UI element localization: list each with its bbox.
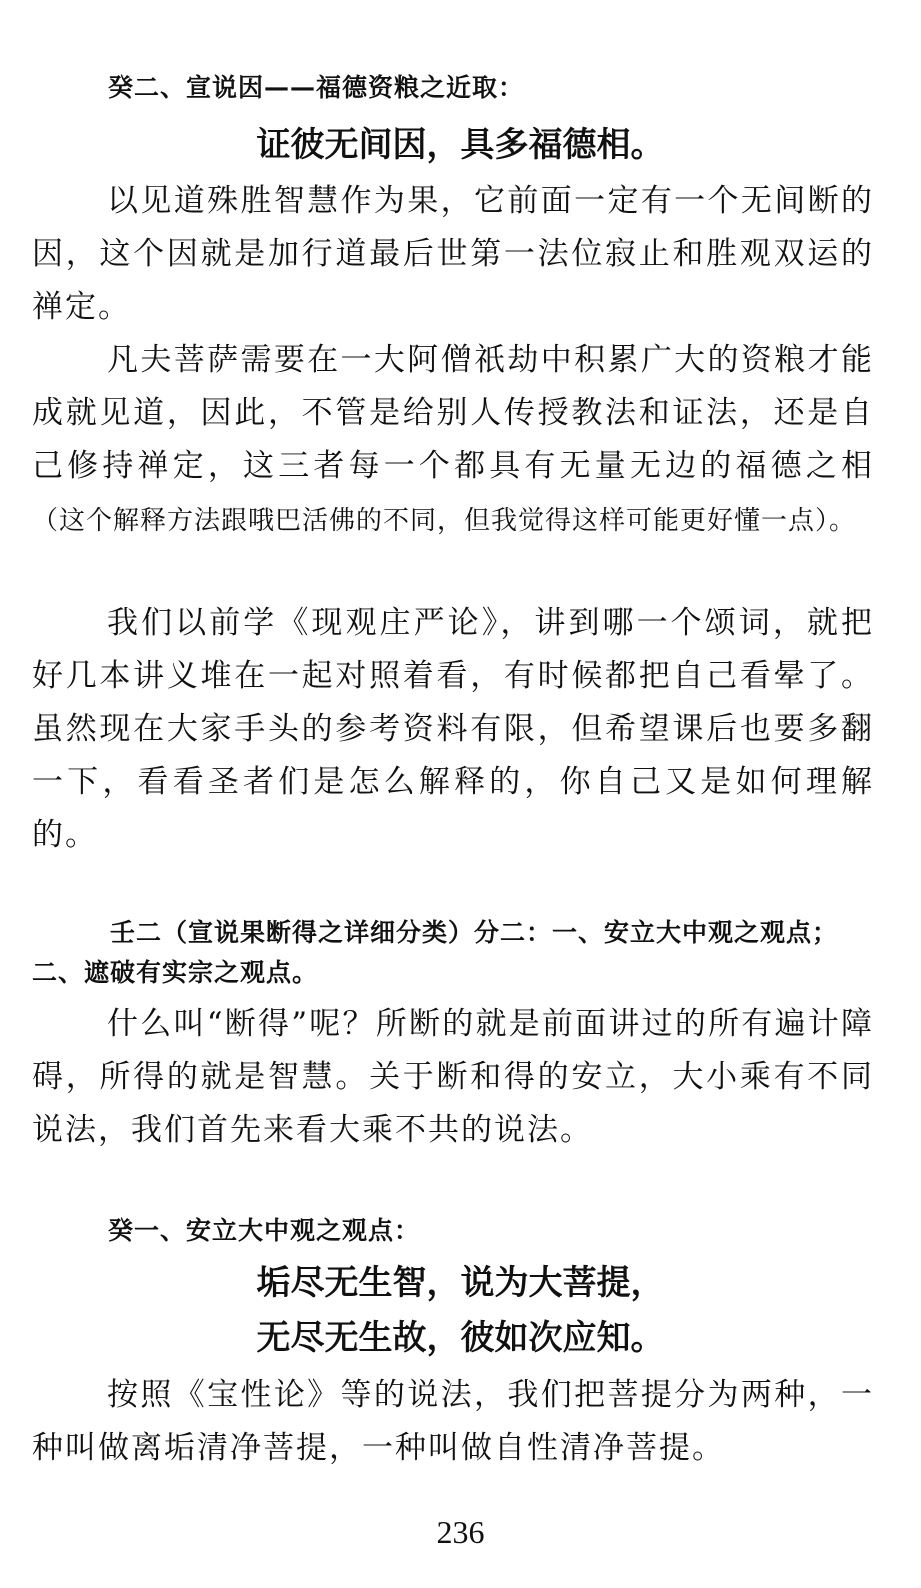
paragraph-4: 什么叫“断得”呢？所断的就是前面讲过的所有遍计障碍，所得的就是智慧。关于断和得的安立，大小乘有不同说法，我们首先来看大乘不共的说法。 (32, 1006, 874, 1148)
section-heading-great-madhyamaka: 癸一、安立大中观之观点： (108, 1216, 421, 1245)
page-number: 236 (436, 1514, 485, 1550)
paragraph-2-note: （这个解释方法跟哦巴活佛的不同，但我觉得这样可能更好懂一点）。 (32, 506, 857, 536)
verse-line-1: 证彼无间因，具多福德相。 (256, 125, 665, 165)
section-heading-cause: 癸二、宣说因——福德资粮之近取： (108, 73, 525, 102)
paragraph-2 (32, 334, 874, 548)
section-heading-result: 壬二（宣说果断得之详细分类）分二：一、安立大中观之观点；二、遮破有实宗之观点。 (32, 918, 839, 987)
verse-line-2: 垢尽无生智，说为大菩提， (256, 1263, 665, 1303)
paragraph-1: 以见道殊胜智慧作为果，它前面一定有一个无间断的因，这个因就是加行道最后世第一法位寂止和胜观双运的禅定。 (32, 183, 874, 325)
verse-line-3: 无尽无生故，彼如次应知。 (256, 1318, 665, 1358)
paragraph-3: 我们以前学《现观庄严论》，讲到哪一个颂词，就把好几本讲义堆在一起对照着看，有时候都把自己看晕了。虽然现在大家手头的参考资料有限，但希望课后也要多翻一下，看看圣者们是怎么解释的，你自己又是如何理解的。 (32, 605, 874, 853)
paragraph-5: 按照《宝性论》等的说法，我们把菩提分为两种，一种叫做离垢清净菩提，一种叫做自性清净菩提。 (32, 1377, 874, 1466)
paragraph-2-body: 凡夫菩萨需要在一大阿僧祇劫中积累广大的资粮才能成就见道，因此，不管是给别人传授教法和证法，还是自己修持禅定，这三者每一个都具有无量无边的福德之相 (32, 342, 874, 484)
